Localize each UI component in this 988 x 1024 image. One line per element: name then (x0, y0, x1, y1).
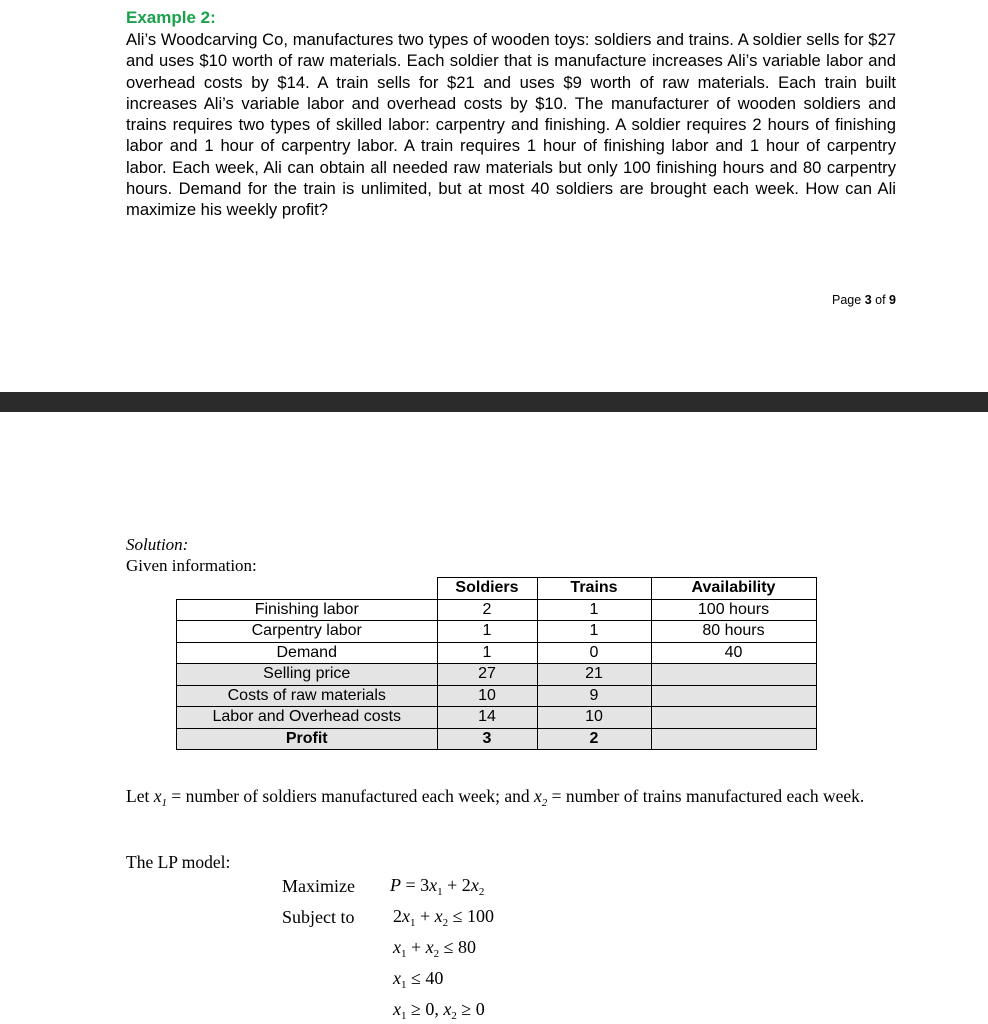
table-cell: 3 (437, 728, 537, 750)
lp-model-label: The LP model: (126, 852, 231, 872)
table-header-trains: Trains (537, 578, 651, 600)
x1-definition: = number of soldiers manufactured each week; and (171, 786, 530, 806)
table-row-profit (177, 728, 817, 750)
given-info-label: Given information: (126, 556, 257, 575)
table-cell (651, 728, 816, 750)
constraint-carpentry: $x_1 + x_2 \le 80$ (393, 937, 477, 960)
x2-symbol: $x_2$ (534, 786, 548, 809)
table-cell: 1 (437, 621, 537, 643)
table-cell: 14 (437, 707, 537, 729)
table-cell (651, 685, 816, 707)
table-cell: 9 (537, 685, 651, 707)
table-cell: 80 hours (651, 621, 816, 643)
table-cell: 10 (437, 685, 537, 707)
x1-symbol: $x_1$ (153, 786, 167, 809)
page-total: 9 (889, 293, 896, 307)
table-cell: 40 (651, 642, 816, 664)
example-title: Example 2: (126, 8, 216, 27)
table-row (177, 707, 817, 729)
x2-definition: = number of trains manufactured each week. (551, 786, 865, 806)
table-cell: 1 (437, 642, 537, 664)
table-header-soldiers: Soldiers (437, 578, 537, 600)
objective-function: $P = 3x_1 + 2x_2$ (390, 875, 485, 898)
page-current: 3 (864, 293, 872, 307)
table-row (177, 621, 817, 643)
solution-label: Solution: (126, 535, 189, 554)
constraint-demand: $x_1 \le 40$ (393, 968, 444, 991)
table-cell: 0 (537, 642, 651, 664)
page-divider (0, 392, 988, 412)
table-cell: Labor and Overhead costs (177, 707, 438, 729)
table-cell: Profit (177, 728, 438, 750)
table-cell: 21 (537, 664, 651, 686)
table-row (177, 642, 817, 664)
table-cell: Finishing labor (177, 599, 438, 621)
table-cell (651, 707, 816, 729)
table-cell (651, 664, 816, 686)
table-cell: 27 (437, 664, 537, 686)
table-cell: 1 (537, 621, 651, 643)
let-prefix: Let (126, 786, 150, 806)
constraint-nonnegativity: $x_1 \ge 0$, $x_2 \ge 0$ (393, 999, 485, 1022)
table-row (177, 599, 817, 621)
page-number (700, 293, 896, 307)
problem-statement: Ali’s Woodcarving Co, manufactures two types of wooden toys: soldiers and trains. A soldier sells for $27 and uses $10 worth of raw materials. Each soldier that is manufacture increases Ali’s variable labor and overhead costs by $14. A train sells for $21 and uses $9 worth of raw materials. Each train built increases Ali’s variable labor and overhead costs by $10. The manufacturer of wooden soldiers and trains requires two types of skilled labor: carpentry and finishing. A soldier requires 2 hours of finishing labor and 1 hour of carpentry labor. A train requires 1 hour of finishing labor and 1 hour of carpentry labor. Each week, Ali can obtain all needed raw materials but only 100 finishing hours and 80 carpentry hours. Demand for the train is unlimited, but at most 40 soldiers are brought each week. How can Ali maximize his weekly profit? (126, 30, 896, 220)
table-cell: 1 (537, 599, 651, 621)
table-cell: 2 (537, 728, 651, 750)
table-header-availability: Availability (651, 578, 816, 600)
table-row (177, 664, 817, 686)
table-cell: Demand (177, 642, 438, 664)
table-header-blank (177, 578, 438, 600)
table-cell: 2 (437, 599, 537, 621)
constraint-finishing: $2x_1 + x_2 \le 100$ (393, 906, 495, 929)
maximize-label: Maximize (282, 876, 355, 896)
table-row (177, 685, 817, 707)
given-info-table (176, 577, 817, 750)
table-cell: 10 (537, 707, 651, 729)
table-cell: Selling price (177, 664, 438, 686)
table-header-row (177, 578, 817, 600)
subject-to-label: Subject to (282, 907, 355, 927)
table-cell: Carpentry labor (177, 621, 438, 643)
table-cell: 100 hours (651, 599, 816, 621)
page-prefix: Page (832, 293, 862, 307)
table-cell: Costs of raw materials (177, 685, 438, 707)
variable-definitions (126, 783, 906, 816)
page-of: of (875, 293, 886, 307)
